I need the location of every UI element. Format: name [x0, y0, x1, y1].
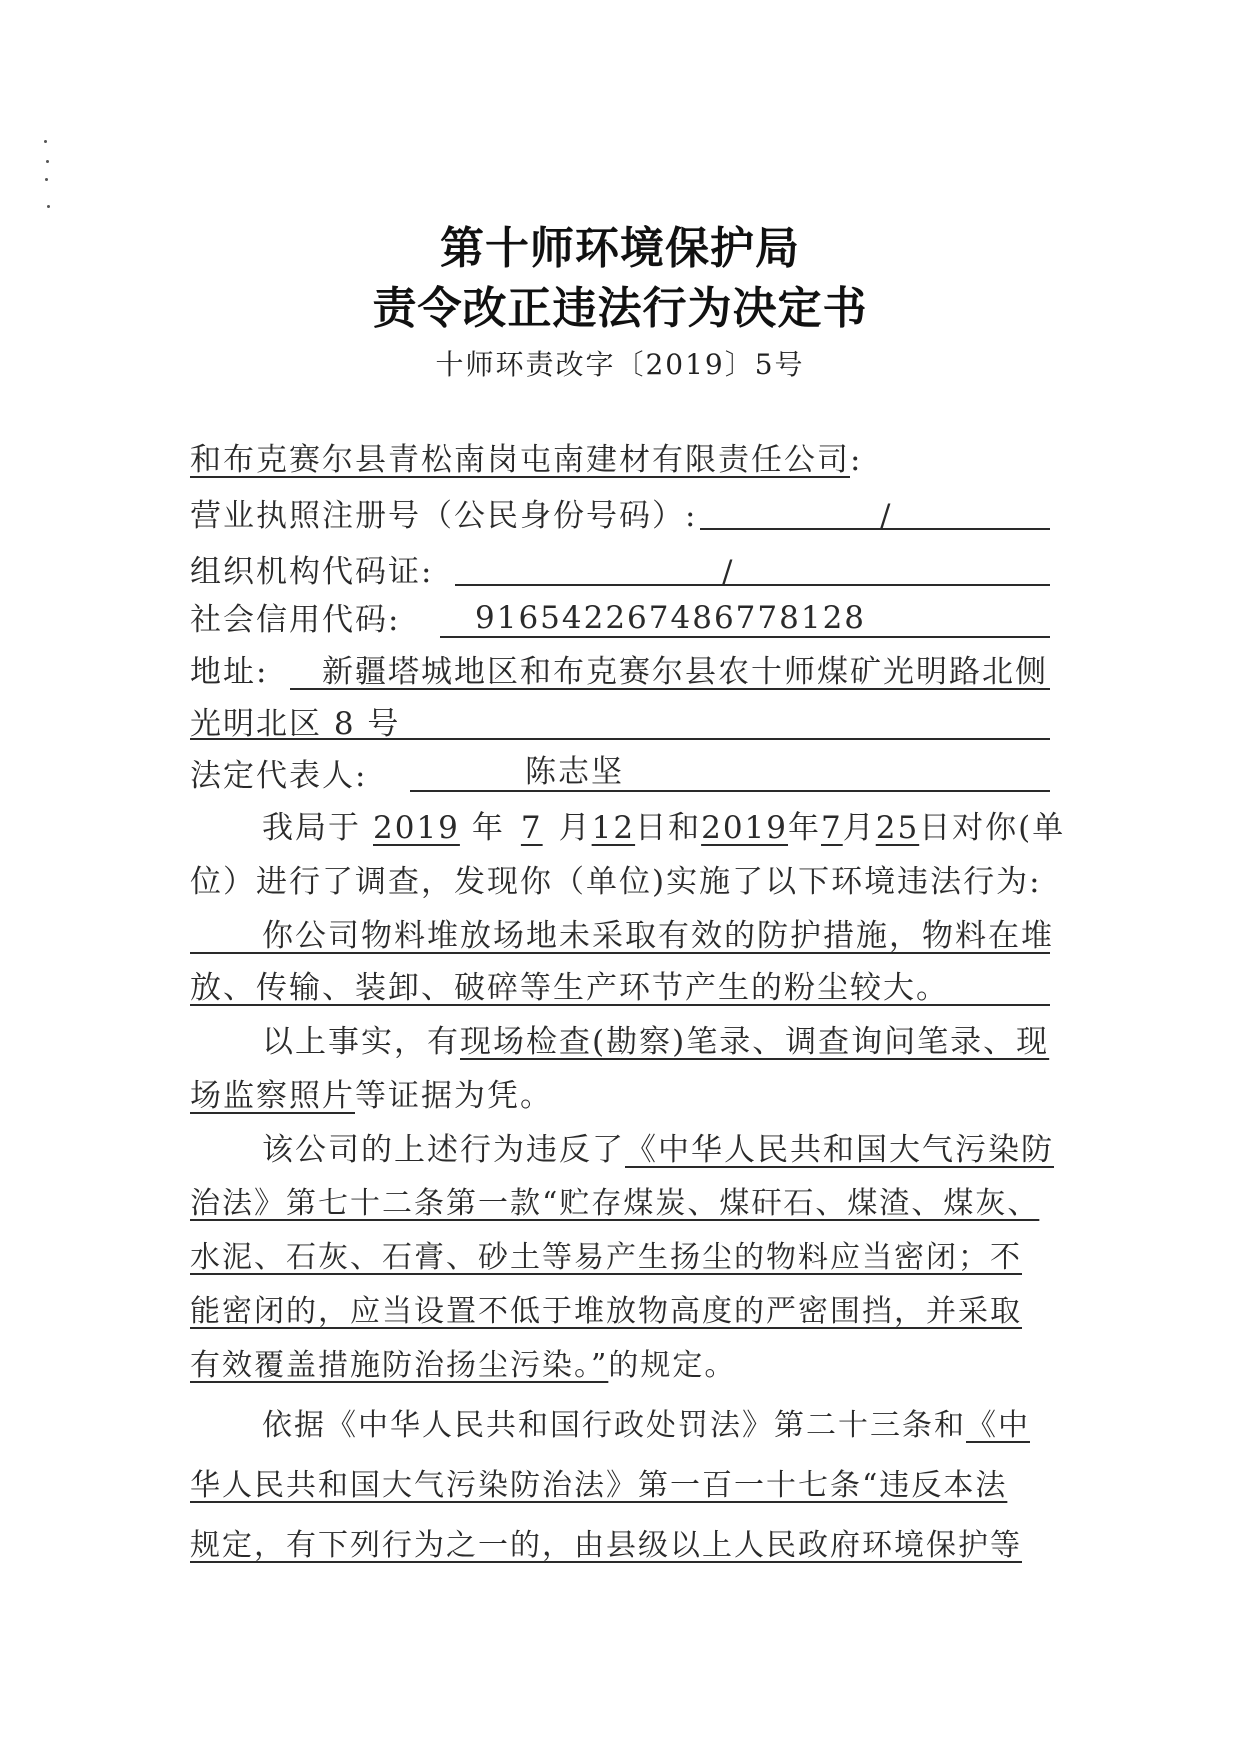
- org-code-label: 组织机构代码证:: [190, 554, 434, 590]
- document-title: 责令改正违法行为决定书: [372, 283, 868, 334]
- law-violated-line-4: 能密闭的，应当设置不低于堆放物高度的严密围挡，并采取: [190, 1294, 1022, 1329]
- investigation-month-2: 7: [821, 810, 843, 846]
- basis-line-3: 规定，有下列行为之一的，由县级以上人民政府环境保护等: [190, 1528, 1022, 1563]
- scan-speck: [46, 160, 49, 163]
- investigation-line-1: 我局于 2019 年 7 月12日和2019年7月25日对你(单: [262, 810, 1066, 846]
- scan-speck: [45, 178, 48, 181]
- credit-code-value: 916542267486778128: [475, 600, 867, 636]
- scan-speck: [47, 205, 50, 208]
- violation-underline-2: [190, 1004, 1050, 1006]
- evidence-line-1: 以上事实，有现场检查(勘察)笔录、调查询问笔录、现: [262, 1024, 1050, 1060]
- basis-law-start: 《中: [966, 1408, 1030, 1443]
- org-code-value: /: [722, 554, 735, 590]
- basis-line-1: 依据《中华人民共和国行政处罚法》第二十三条和《中: [262, 1408, 1030, 1443]
- law-violated-line-3: 水泥、石灰、石膏、砂土等易产生扬尘的物料应当密闭；不: [190, 1240, 1022, 1275]
- address-value-1: 新疆塔城地区和布克赛尔县农十师煤矿光明路北侧: [322, 654, 1048, 690]
- law-name: 《中华人民共和国大气污染防: [625, 1132, 1054, 1168]
- investigation-month-1: 7: [520, 810, 543, 846]
- scan-speck: [44, 140, 47, 143]
- address-blank-2: [190, 738, 1050, 740]
- legal-rep-label: 法定代表人:: [190, 758, 368, 794]
- license-value: /: [880, 498, 893, 534]
- investigation-year-1: 2019: [373, 810, 460, 846]
- org-code-line: [190, 552, 1050, 592]
- credit-code-label: 社会信用代码:: [190, 602, 401, 638]
- legal-rep-value: 陈志坚: [525, 754, 624, 790]
- violation-underline-1: [190, 952, 1050, 954]
- document-number: 十师环责改字〔2019〕5号: [435, 348, 805, 381]
- law-clause-end: 有效覆盖措施防治扬尘污染。”: [190, 1348, 609, 1383]
- law-violated-line-2: 治法》第七十二条第一款“贮存煤炭、煤矸石、煤渣、煤灰、: [190, 1186, 1040, 1221]
- law-violated-line-5: 有效覆盖措施防治扬尘污染。”的规定。: [190, 1348, 737, 1383]
- license-blank: [700, 528, 1050, 530]
- law-violated-line-1: 该公司的上述行为违反了《中华人民共和国大气污染防: [262, 1132, 1054, 1168]
- evidence-line-2: 场监察照片等证据为凭。: [190, 1078, 553, 1114]
- party-name-suffix: :: [850, 442, 863, 478]
- investigation-year-2: 2019: [701, 810, 788, 846]
- issuing-authority-title: 第十师环境保护局: [440, 223, 800, 274]
- evidence-items-1: 现场检查(勘察)笔录、调查询问笔录、现: [460, 1024, 1050, 1060]
- violation-line-2: 放、传输、装卸、破碎等生产环节产生的粉尘较大。: [190, 970, 949, 1006]
- license-label: 营业执照注册号（公民身份号码）:: [190, 498, 698, 534]
- evidence-items-2: 场监察照片: [190, 1078, 355, 1114]
- basis-line-2: 华人民共和国大气污染防治法》第一百一十七条“违反本法: [190, 1468, 1008, 1503]
- investigation-line-2: 位）进行了调查，发现你（单位)实施了以下环境违法行为:: [190, 864, 1042, 900]
- license-line: [190, 496, 1050, 536]
- violation-line-1: 你公司物料堆放场地未采取有效的防护措施，物料在堆: [262, 918, 1054, 954]
- legal-rep-blank: [410, 790, 1050, 792]
- address-label: 地址:: [190, 654, 269, 690]
- party-name-line: [190, 440, 1050, 480]
- investigation-day-1: 12: [591, 810, 636, 846]
- party-name: 和布克赛尔县青松南岗屯南建材有限责任公司: [190, 442, 850, 478]
- address-value-2: 光明北区 8 号: [190, 706, 401, 742]
- investigation-day-2: 25: [875, 810, 920, 846]
